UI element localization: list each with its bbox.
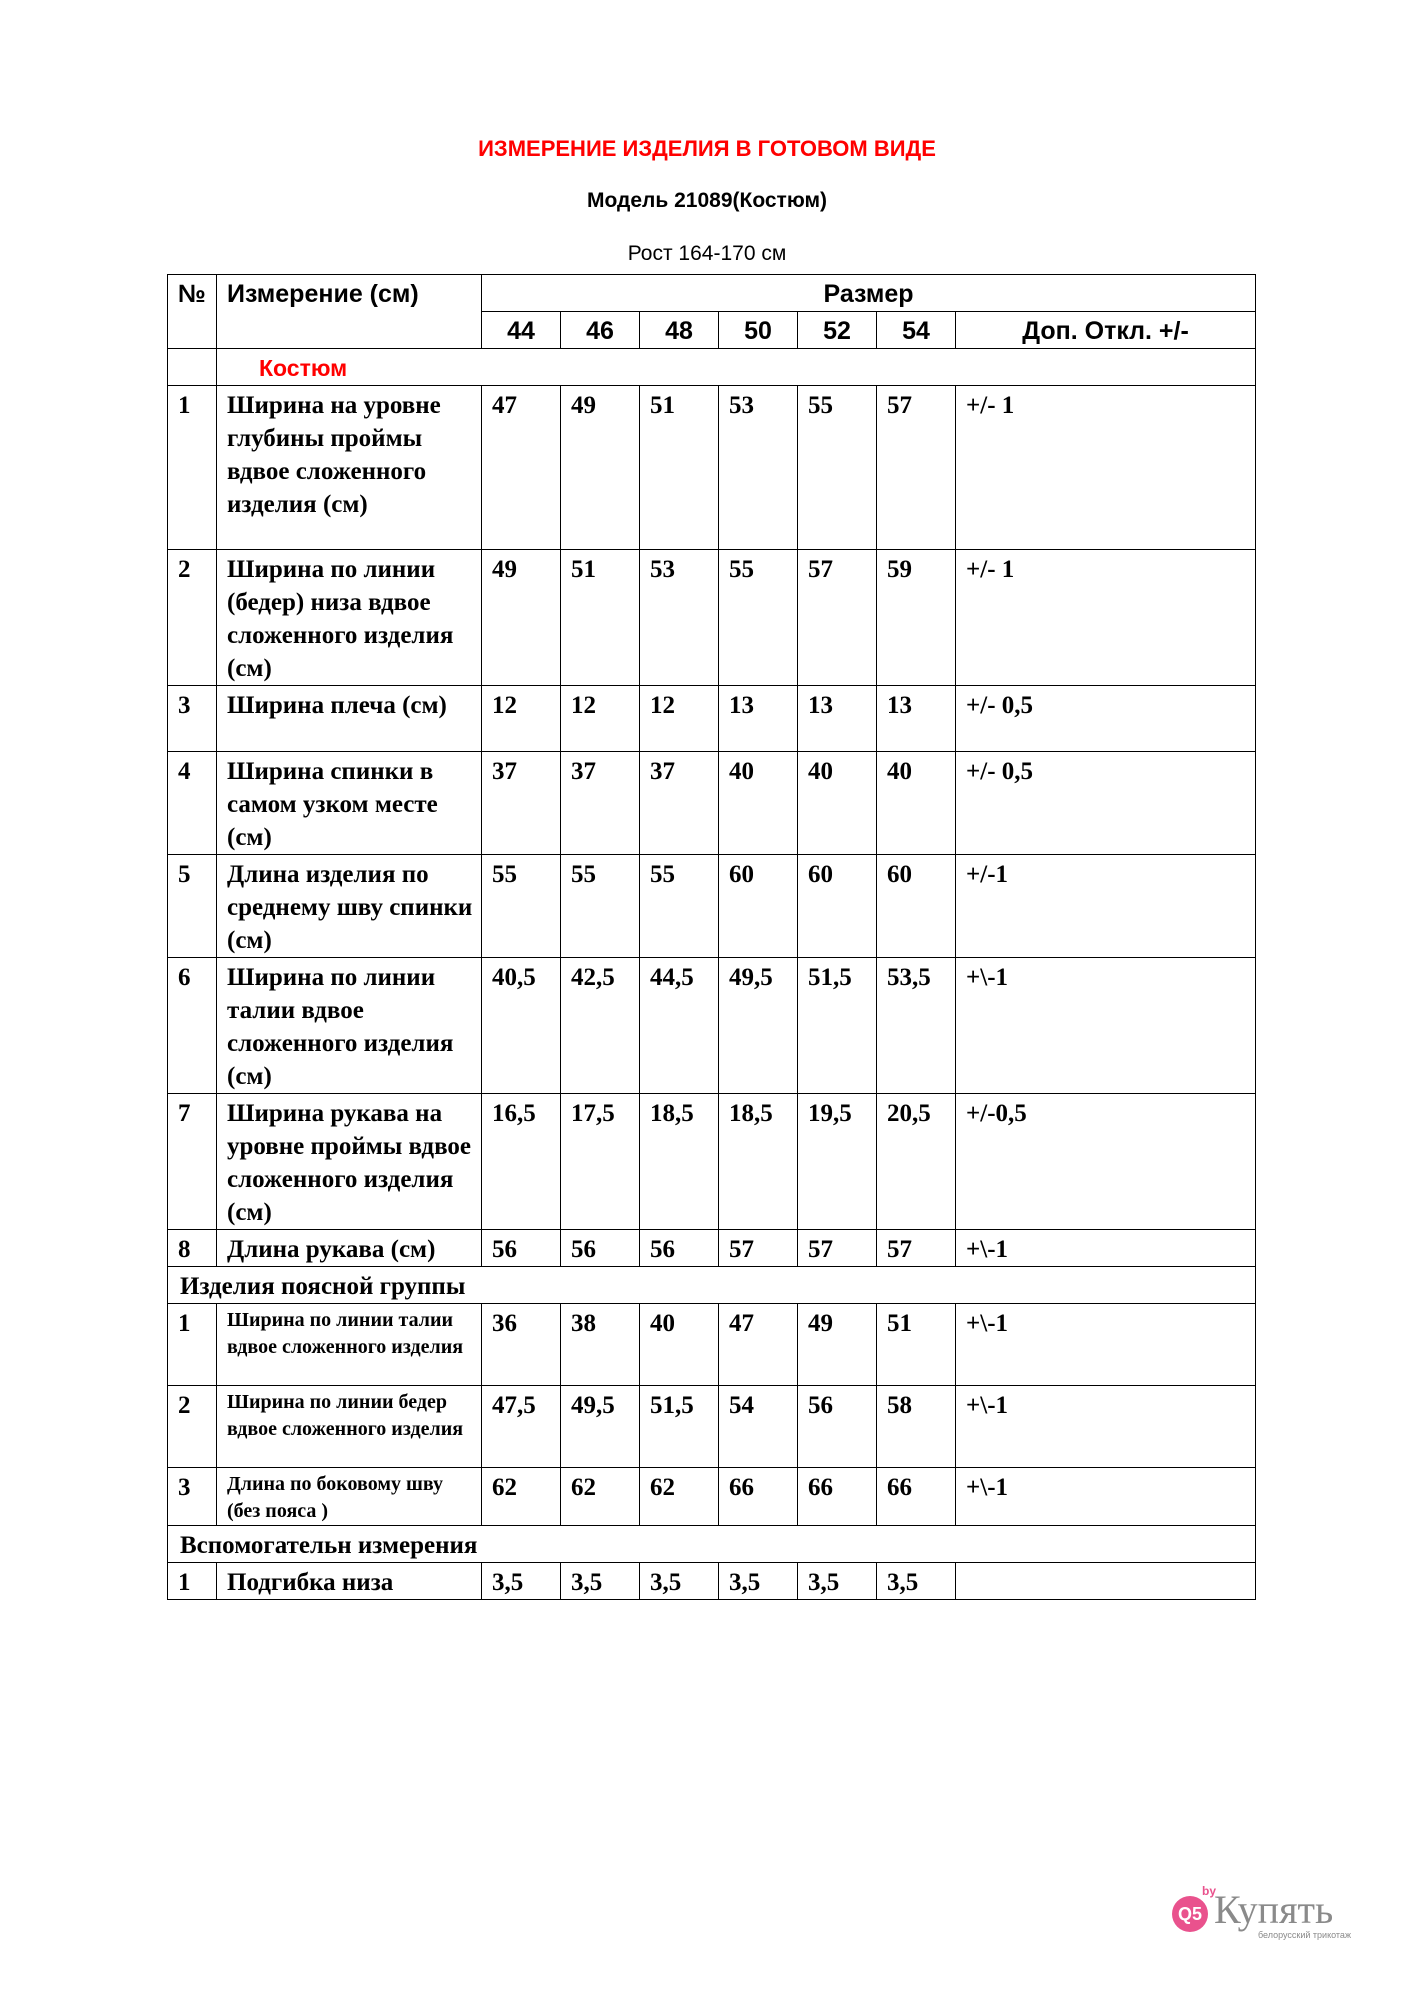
row-number: 1 (168, 386, 217, 550)
size-value: 13 (798, 686, 877, 752)
measurement-name: Ширина плеча (см) (217, 686, 482, 752)
size-value: 37 (482, 752, 561, 855)
size-value: 56 (482, 1230, 561, 1267)
size-value: 49,5 (719, 958, 798, 1094)
size-value: 60 (877, 855, 956, 958)
header-size-46: 46 (561, 312, 640, 349)
header-size-50: 50 (719, 312, 798, 349)
tolerance-value: +/- 1 (956, 550, 1256, 686)
measurement-name: Ширина по линии талии вдвое сложенного изделия (217, 1304, 482, 1386)
section-title: Изделия поясной группы (168, 1267, 1256, 1304)
tolerance-value: +/- 0,5 (956, 686, 1256, 752)
table-row (168, 855, 1256, 958)
measurement-name: Ширина на уровне глубины проймы вдвое сложенного изделия (см) (217, 386, 482, 550)
size-value: 51,5 (640, 1386, 719, 1468)
size-value: 42,5 (561, 958, 640, 1094)
tolerance-value: +\-1 (956, 1468, 1256, 1526)
size-value: 49,5 (561, 1386, 640, 1468)
tolerance-value: +/-0,5 (956, 1094, 1256, 1230)
size-value: 66 (798, 1468, 877, 1526)
table-row (168, 1386, 1256, 1468)
row-number: 3 (168, 686, 217, 752)
size-value: 3,5 (719, 1563, 798, 1600)
header-size-52: 52 (798, 312, 877, 349)
logo-subtitle: белорусский трикотаж (1258, 1930, 1351, 1940)
row-number: 1 (168, 1304, 217, 1386)
size-value: 40 (798, 752, 877, 855)
table-row (168, 1230, 1256, 1267)
size-value: 47,5 (482, 1386, 561, 1468)
size-value: 13 (877, 686, 956, 752)
size-value: 47 (719, 1304, 798, 1386)
table-row (168, 686, 1256, 752)
tolerance-value: +\-1 (956, 1304, 1256, 1386)
row-number: 3 (168, 1468, 217, 1526)
logo-by: by (1202, 1884, 1217, 1898)
size-value: 57 (877, 386, 956, 550)
row-number: 7 (168, 1094, 217, 1230)
tolerance-value: +/-1 (956, 855, 1256, 958)
size-value: 17,5 (561, 1094, 640, 1230)
measurement-name: Ширина рукава на уровне проймы вдвое сложенного изделия (см) (217, 1094, 482, 1230)
logo-badge-icon: Q5 (1172, 1896, 1208, 1932)
size-value: 62 (640, 1468, 719, 1526)
size-value: 66 (877, 1468, 956, 1526)
measurement-name: Длина изделия по среднему шву спинки (см) (217, 855, 482, 958)
size-value: 53,5 (877, 958, 956, 1094)
size-value: 12 (640, 686, 719, 752)
size-value: 57 (877, 1230, 956, 1267)
tolerance-value: +\-1 (956, 1230, 1256, 1267)
size-value: 56 (561, 1230, 640, 1267)
row-number: 2 (168, 550, 217, 686)
size-value: 40 (640, 1304, 719, 1386)
header-size-44: 44 (482, 312, 561, 349)
size-value: 51 (877, 1304, 956, 1386)
size-value: 3,5 (482, 1563, 561, 1600)
header-size-48: 48 (640, 312, 719, 349)
section-title: Вспомогательн измерения (168, 1526, 1256, 1563)
row-number: 8 (168, 1230, 217, 1267)
size-value: 51 (561, 550, 640, 686)
header-tolerance: Доп. Откл. +/- (956, 312, 1256, 349)
tolerance-value (956, 1563, 1256, 1600)
size-value: 49 (482, 550, 561, 686)
header-size-54: 54 (877, 312, 956, 349)
table-row (168, 1304, 1256, 1386)
table-row (168, 386, 1256, 550)
row-number: 1 (168, 1563, 217, 1600)
size-value: 58 (877, 1386, 956, 1468)
measurement-name: Ширина по линии бедер вдвое сложенного изделия (217, 1386, 482, 1468)
row-number: 4 (168, 752, 217, 855)
size-value: 3,5 (561, 1563, 640, 1600)
size-value: 40 (877, 752, 956, 855)
measurement-name: Длина рукава (см) (217, 1230, 482, 1267)
table-row (168, 958, 1256, 1094)
size-value: 56 (640, 1230, 719, 1267)
section-spacer (168, 349, 217, 386)
row-number: 2 (168, 1386, 217, 1468)
size-value: 3,5 (798, 1563, 877, 1600)
measurement-name: Ширина спинки в самом узком месте (см) (217, 752, 482, 855)
size-value: 38 (561, 1304, 640, 1386)
tolerance-value: +/- 0,5 (956, 752, 1256, 855)
size-value: 18,5 (719, 1094, 798, 1230)
measurement-name: Подгибка низа (217, 1563, 482, 1600)
header-num: № (168, 275, 217, 349)
row-number: 6 (168, 958, 217, 1094)
size-value: 37 (640, 752, 719, 855)
size-table (167, 274, 1256, 1600)
logo-name: Купять (1214, 1887, 1334, 1932)
size-value: 55 (640, 855, 719, 958)
table-row (168, 1468, 1256, 1526)
tolerance-value: +/- 1 (956, 386, 1256, 550)
size-value: 16,5 (482, 1094, 561, 1230)
measurement-name: Ширина по линии талии вдвое сложенного изделия (см) (217, 958, 482, 1094)
size-value: 19,5 (798, 1094, 877, 1230)
table-row (168, 752, 1256, 855)
tolerance-value: +\-1 (956, 958, 1256, 1094)
size-value: 55 (719, 550, 798, 686)
size-value: 13 (719, 686, 798, 752)
size-value: 56 (798, 1386, 877, 1468)
size-value: 51,5 (798, 958, 877, 1094)
header-measure: Измерение (см) (217, 275, 482, 349)
size-value: 54 (719, 1386, 798, 1468)
size-value: 49 (798, 1304, 877, 1386)
size-value: 53 (719, 386, 798, 550)
measurement-name: Ширина по линии (бедер) низа вдвое сложенного изделия (см) (217, 550, 482, 686)
size-value: 66 (719, 1468, 798, 1526)
tolerance-value: +\-1 (956, 1386, 1256, 1468)
size-value: 55 (561, 855, 640, 958)
row-number: 5 (168, 855, 217, 958)
size-value: 57 (719, 1230, 798, 1267)
size-value: 62 (561, 1468, 640, 1526)
table-row (168, 1094, 1256, 1230)
header-size: Размер (482, 275, 1256, 312)
size-value: 12 (561, 686, 640, 752)
size-value: 3,5 (640, 1563, 719, 1600)
model-label: Модель 21089(Костюм) (586, 189, 828, 212)
size-value: 12 (482, 686, 561, 752)
size-value: 40,5 (482, 958, 561, 1094)
size-value: 37 (561, 752, 640, 855)
size-value: 60 (798, 855, 877, 958)
size-value: 55 (798, 386, 877, 550)
size-value: 18,5 (640, 1094, 719, 1230)
size-value: 47 (482, 386, 561, 550)
section-title: Костюм (217, 349, 1256, 386)
size-value: 62 (482, 1468, 561, 1526)
size-value: 57 (798, 1230, 877, 1267)
size-value: 44,5 (640, 958, 719, 1094)
size-value: 57 (798, 550, 877, 686)
size-value: 49 (561, 386, 640, 550)
size-value: 55 (482, 855, 561, 958)
table-row (168, 550, 1256, 686)
size-value: 60 (719, 855, 798, 958)
size-value: 59 (877, 550, 956, 686)
size-value: 40 (719, 752, 798, 855)
size-value: 3,5 (877, 1563, 956, 1600)
size-value: 20,5 (877, 1094, 956, 1230)
table-row (168, 1563, 1256, 1600)
document-title: ИЗМЕРЕНИЕ ИЗДЕЛИЯ В ГОТОВОМ ВИДЕ (478, 136, 936, 161)
height-label: Рост 164-170 см (627, 242, 787, 265)
measurement-name: Длина по боковому шву (без пояса ) (217, 1468, 482, 1526)
size-value: 36 (482, 1304, 561, 1386)
size-value: 51 (640, 386, 719, 550)
size-value: 53 (640, 550, 719, 686)
kupyat-logo (1162, 1882, 1362, 1942)
